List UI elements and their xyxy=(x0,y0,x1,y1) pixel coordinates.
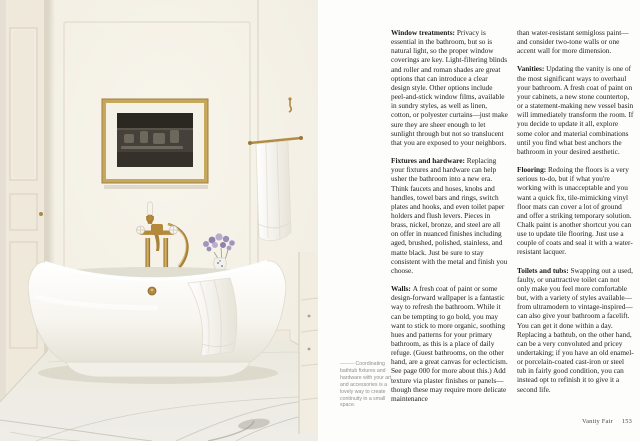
door-knob xyxy=(39,212,43,216)
bathtub xyxy=(28,261,286,377)
paragraph-heading: Window treatments: xyxy=(391,28,457,37)
porcelain-handle-right xyxy=(170,226,178,234)
bathroom-photo-art xyxy=(0,0,318,441)
page-footer xyxy=(500,418,632,425)
article-paragraph: Toilets and tubs: Swapping out a used, faulty, or unattractive toilet can not only make you feel more comfortable but, with a variety of styles available—from ultramodern to vintage-inspired—can also give your bathroom a facelift. You can get it done within a day. Replacing a bathtub, on the other hand, can be a very convoluted and pricey undertaking; if you have an old enamel- or porcelain-coated cast-iron or steel tub in fairly good condition, you can instead opt to refinish it to give it a second life. xyxy=(517,265,634,394)
paragraph-heading: Walls: xyxy=(391,284,413,294)
paragraph-heading: Fixtures and hardware: xyxy=(391,156,467,166)
paragraph-heading: Vanities: xyxy=(517,64,547,74)
article-paragraph: Vanities: Updating the vanity is one of the most significant ways to overhaul your bathroom. A fresh coat of paint on your cabinets, a new stone countertop, or a statement-making new vessel basin will immediately transform the room. If you decide to update it all, explore some color and material combinations until you find what best anchors the bathroom in your desired aesthetic. xyxy=(517,64,634,156)
article-column-2 xyxy=(517,28,634,403)
article-paragraph: Fixtures and hardware: Replacing your fixtures and hardware can help usher the bathroom into a new era. Think faucets and hoses, knobs and handles, towel bars and rings, switch plates and hooks, and even toilet paper holders and flush levers. Pieces in brass, nickel, bronze, and steel are all on offer in nuanced finishes including aged, brushed, polished, stainless, and matte black. Just be sure to stay consistent with the metal and finish you choose. xyxy=(391,156,508,275)
photo-caption xyxy=(340,361,394,409)
caption-text: Coordinating bathtub fixtures and hardware with your art and accessories is a lovely way to create continuity in a small space. xyxy=(340,361,392,409)
porcelain-handle-left xyxy=(137,226,145,234)
ginger-jar-vase xyxy=(214,258,227,270)
vanity-cabinet xyxy=(299,252,318,434)
article-paragraph: Window treatments: Privacy is essential in the bathroom, but so is natural light, so the proper window coverings are key. Light-filtering blinds and roller and roman shades are great options that can introduce a clear design style. Other options include peel-and-stick window films, available in sundry styles, as well as linen, cotton, or polyester curtains—just make sure they are sheer enough to let sunlight through but not so translucent that you are exposed to your neighbors. xyxy=(391,28,508,147)
paragraph-heading: Flooring: xyxy=(517,165,549,175)
hanging-towel xyxy=(256,141,291,241)
page-number: 153 xyxy=(621,418,632,425)
tub-plinth xyxy=(66,362,250,377)
publication-name: Vanity Fair xyxy=(582,418,613,425)
article-column-1 xyxy=(391,28,508,412)
paragraph-heading: Toilets and tubs: xyxy=(517,265,571,275)
article-paragraph: than water-resistant semigloss paint—and consider two-tone walls or one accent wall for more dimension. xyxy=(517,28,629,56)
article-paragraph: Flooring: Redoing the floors is a very serious to-do, but if what you're working with is unacceptable and you want a quick fix, tile-mimicking vinyl floor mats can cover a lot of ground and offer a striking temporary solution. Chalk paint is another shortcut you can use to update tile flooring. Just use a couple of coats and seal it with a water-resistant lacquer. xyxy=(517,165,633,257)
article-paragraph: Walls: A fresh coat of paint or some design-forward wallpaper is a fantastic way to refresh the bathroom. While it can be tempting to go bold, you may want to stick to more organic, soothing hues and patterns for your primary bathroom, as this is a place of daily refuge. (Guest bathrooms, on the other hand, are a great canvas for eclecticism. See page 000 for more about this.) Add texture via plaster finishes or panels—though these may require more delicate maintenance xyxy=(391,284,508,403)
bathroom-photo xyxy=(0,0,318,441)
caption-arrow-icon: ——— xyxy=(340,361,355,367)
page-edge-shadow xyxy=(0,0,6,441)
framed-artwork xyxy=(102,99,208,189)
